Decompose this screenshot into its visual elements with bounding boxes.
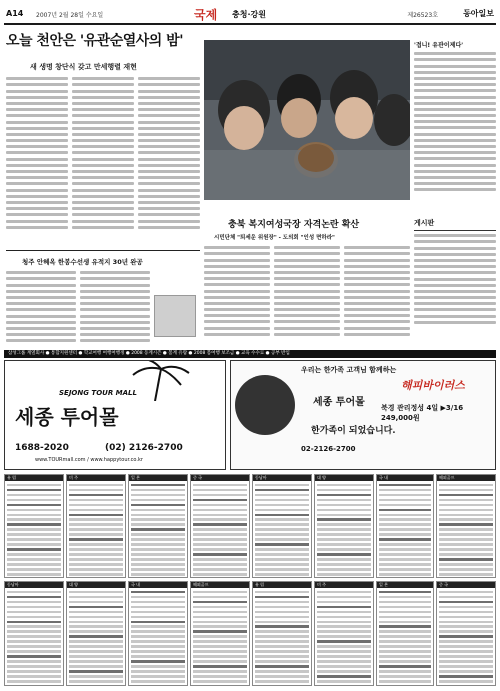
ad-phone-2: (02) 2126-2700 (105, 443, 183, 453)
ad-right-top: 우리는 한가족 고객님 함께하는 (301, 366, 397, 374)
story2-column-3 (344, 243, 410, 343)
story1-column-1 (6, 74, 68, 244)
story3-column-1 (6, 268, 76, 346)
grid-cell: 동남아 (4, 581, 64, 686)
paper-logo: 동아일보 (463, 8, 494, 18)
issue-date: 2007년 2월 28일 수요일 (36, 12, 104, 19)
grid-cell: 일 본 (128, 474, 188, 578)
grid-cell: 대 양 (66, 581, 126, 686)
ad-right-price: 북경 관리정성 4일 ▶3/16 249,000원 (381, 404, 464, 422)
story2-subhead: 시민단체 "퇴세운 위원장" - 도의회 "인성 면하라" (214, 235, 335, 241)
ad-eng-name: SEJONG TOUR MALL (59, 389, 137, 397)
ad-right-slogan: 해피바이러스 (401, 379, 465, 392)
grid-cell: 국 내 (128, 581, 188, 686)
ad-website: www.TOURmall.com / www.happytour.co.kr (35, 457, 143, 463)
story3-column-2 (80, 268, 150, 346)
story1-subhead: 새 생명 창단식 갖고 만세행렬 재현 (30, 63, 137, 71)
story2-column-1 (204, 243, 270, 343)
grid-cell: 유 럽 (4, 474, 64, 578)
section-name: 국제 (194, 8, 218, 22)
story3-subhead: 청주 안혜옥 한봉수선생 유적지 30년 완공 (22, 258, 143, 266)
story2-headline: 충북 복지여성국장 자격논란 확산 (228, 220, 360, 230)
grid-cell: 국 내 (376, 474, 434, 578)
bulletin-board (414, 218, 496, 330)
story1-column-2 (72, 74, 134, 244)
portrait-photo (154, 295, 196, 337)
grid-cell: 중 국 (436, 581, 496, 686)
ad-phone-1: 1688-2020 (15, 443, 69, 453)
grid-cell: 중 국 (190, 474, 250, 578)
grid-cell: 일 본 (376, 581, 434, 686)
ad-brand-name: 세종 투어몰 (15, 405, 119, 429)
story2-column-2 (274, 243, 340, 343)
tour-ad-left (4, 360, 226, 470)
ad-right-brand: 세종 투어몰 (313, 397, 365, 408)
issue-number: 제26523호 (407, 12, 438, 19)
news-photo (204, 40, 410, 200)
classified-ad-grid (4, 474, 496, 687)
ad-right-phone: 02-2126-2700 (301, 445, 356, 453)
ad-banner-strip: 삼성그룹 계열회사 ● 통합지원센터 ● 학교여행 여행여행정 ● 2008 동계시즌 ● 봄계 유람 ● 2008 봄여행 보조금 ● 교육 수수료 ● 공부 반입 (4, 350, 496, 358)
grid-cell: 유 럽 (252, 581, 312, 686)
grid-cell: 미 주 (314, 581, 374, 686)
page-number: A14 (6, 9, 24, 18)
grid-cell: 동남아 (252, 474, 312, 578)
ad-right-message: 한가족이 되었습니다. (311, 426, 396, 436)
globe-icon (235, 375, 295, 435)
grid-cell: 미 주 (66, 474, 126, 578)
story1-column-3 (138, 74, 200, 244)
tour-ad-right (230, 360, 496, 470)
grid-cell: 해외골프 (190, 581, 250, 686)
section-region: 충청·강원 (232, 10, 266, 19)
sidebar-box-title: '접니! 유관이제다' (414, 42, 464, 49)
grid-cell: 해외골프 (436, 474, 496, 578)
bulletin-title: 게시판 (414, 218, 496, 231)
masthead (4, 3, 496, 25)
sidebar-box (414, 40, 496, 195)
main-headline: 오늘 천안은 '유관순열사의 밤' (6, 33, 183, 49)
story3-rule (6, 250, 200, 251)
grid-cell: 대 양 (314, 474, 374, 578)
